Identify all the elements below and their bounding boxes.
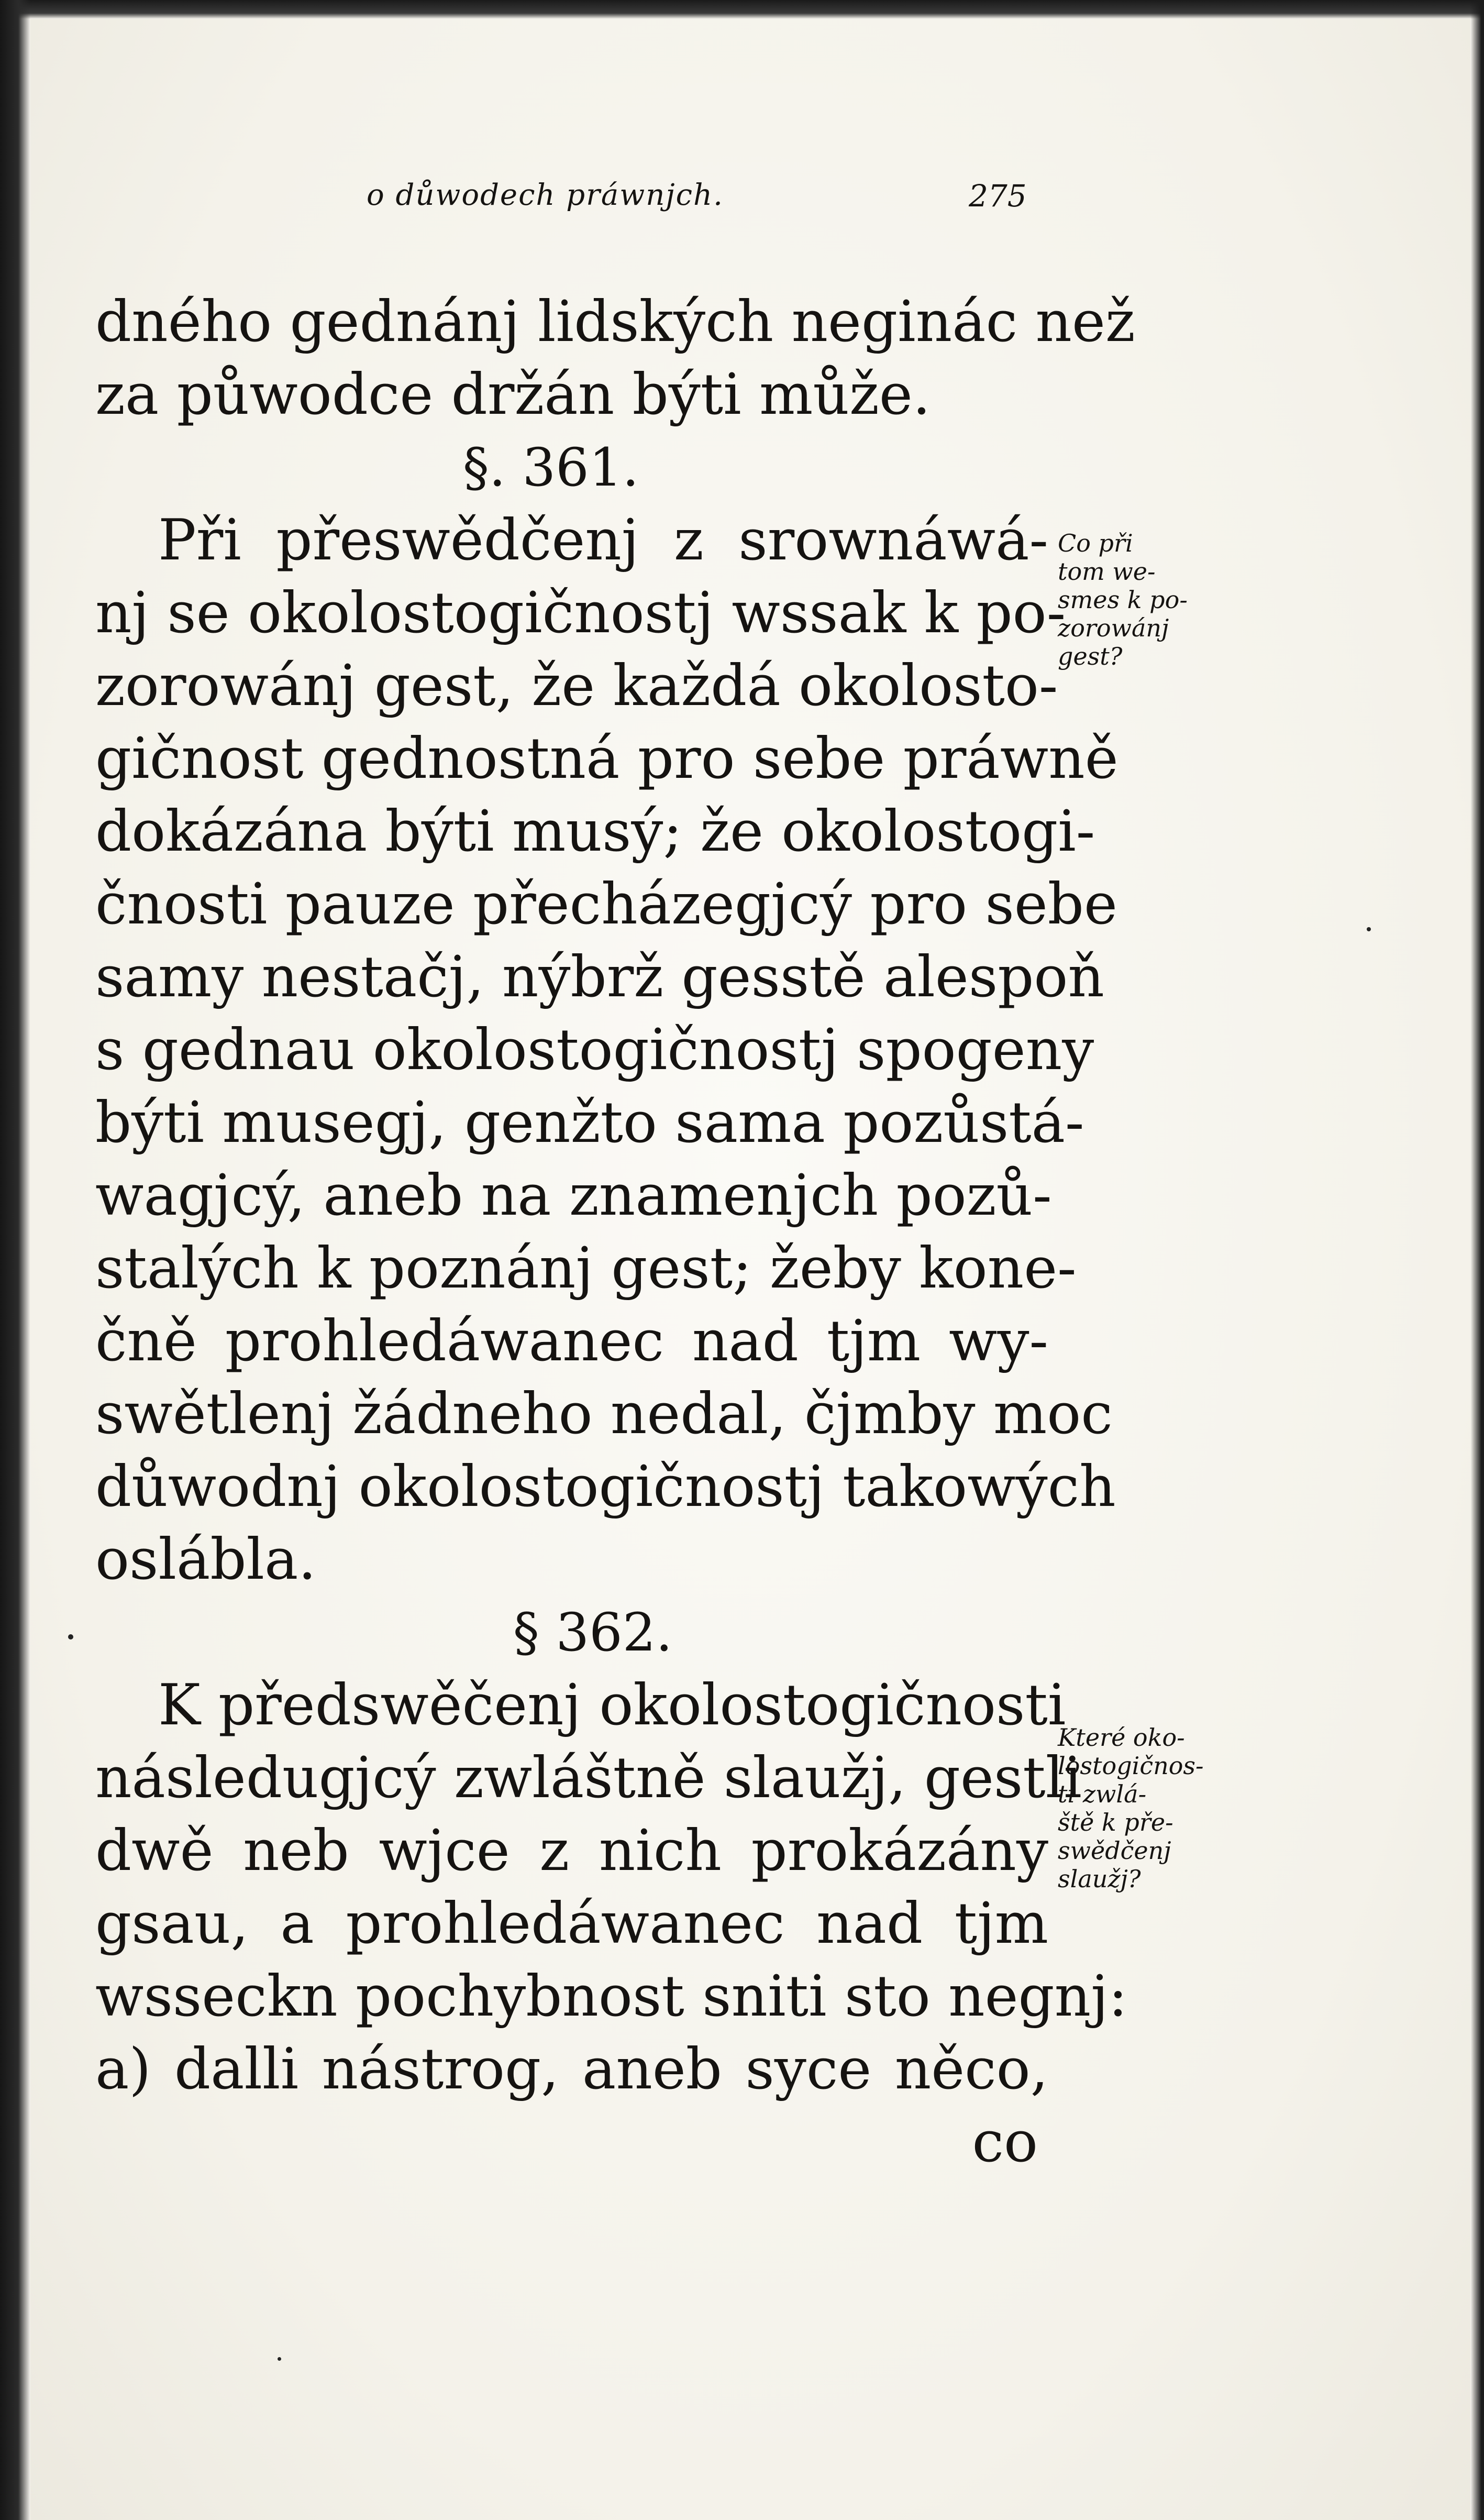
text-line: Při přeswědčenj z srownáwá-	[158, 508, 1048, 573]
margin-note-line: slaužj?	[1058, 1865, 1141, 1893]
ink-speck	[1367, 927, 1371, 931]
text-line: dného gednánj lidských neginác než	[95, 289, 1135, 355]
text-line: wagjcý, aneb na znamenjch pozů-	[95, 1163, 1052, 1228]
margin-note-2	[1058, 1723, 1267, 1893]
scan-right-edge	[1470, 0, 1484, 2520]
text-line: gičnost gednostná pro sebe práwně	[95, 726, 1118, 791]
text-line: wsseckn pochybnost sniti sto negnj:	[95, 1964, 1128, 2029]
text-line: swětlenj žádneho nedal, čjmby moc	[95, 1381, 1113, 1447]
text-line: čnosti pauze přecházegjcý pro sebe	[95, 872, 1117, 937]
text-line: býti musegj, genžto sama pozůstá-	[95, 1090, 1084, 1156]
text-line: důwodnj okolostogičnostj takowých	[95, 1454, 1116, 1520]
text-line: samy nestačj, nýbrž gesstě alespoň	[95, 944, 1104, 1010]
ink-speck	[278, 2357, 281, 2361]
text-line: nj se okolostogičnostj wssak k po-	[95, 580, 1066, 646]
ink-speck	[68, 1634, 73, 1639]
margin-note-line: ště k pře-	[1058, 1808, 1173, 1836]
margin-note-line: lostogičnos-	[1058, 1752, 1204, 1780]
margin-note-1	[1058, 529, 1267, 670]
text-line: dokázána býti musý; že okolostogi-	[95, 799, 1095, 864]
margin-note-line: Co při	[1058, 529, 1133, 557]
text-line: stalých k poznánj gest; žeby kone-	[95, 1236, 1077, 1301]
section-heading-362: § 362.	[513, 1602, 673, 1663]
page-number: 275	[969, 178, 1027, 214]
text-line: gsau, a prohledáwanec nad tjm	[95, 1891, 1048, 1956]
section-heading-361: §. 361.	[462, 437, 639, 498]
margin-note-line: swědčenj	[1058, 1836, 1171, 1865]
margin-note-line: tom we-	[1058, 557, 1156, 586]
scan-left-edge	[0, 0, 30, 2520]
text-line: následugjcý zwláštně slaužj, gestli	[95, 1745, 1082, 1811]
text-line: dwě neb wjce z nich prokázány	[95, 1818, 1048, 1884]
text-line: zorowánj gest, že každá okolosto-	[95, 653, 1058, 719]
catchword: co	[972, 2109, 1038, 2175]
margin-note-line: Které oko-	[1058, 1723, 1185, 1752]
margin-note-line: smes k po-	[1058, 586, 1188, 614]
text-line: čně prohledáwanec nad tjm wy-	[95, 1308, 1048, 1374]
text-line: s gednau okolostogičnostj spogeny	[95, 1017, 1094, 1083]
running-head: o důwodech práwnjch.	[367, 178, 724, 212]
text-line: K předswěčenj okolostogičnosti	[158, 1672, 1066, 1738]
margin-note-line: gest?	[1058, 642, 1123, 670]
text-line: za půwodce držán býti může.	[95, 362, 931, 427]
text-line: a) dalli nástrog, aneb syce něco,	[95, 2037, 1048, 2102]
margin-note-line: ti zwlá-	[1058, 1780, 1147, 1808]
margin-note-line: zorowánj	[1058, 614, 1169, 642]
scan-top-edge	[0, 0, 1484, 19]
text-line: oslábla.	[95, 1527, 316, 1592]
